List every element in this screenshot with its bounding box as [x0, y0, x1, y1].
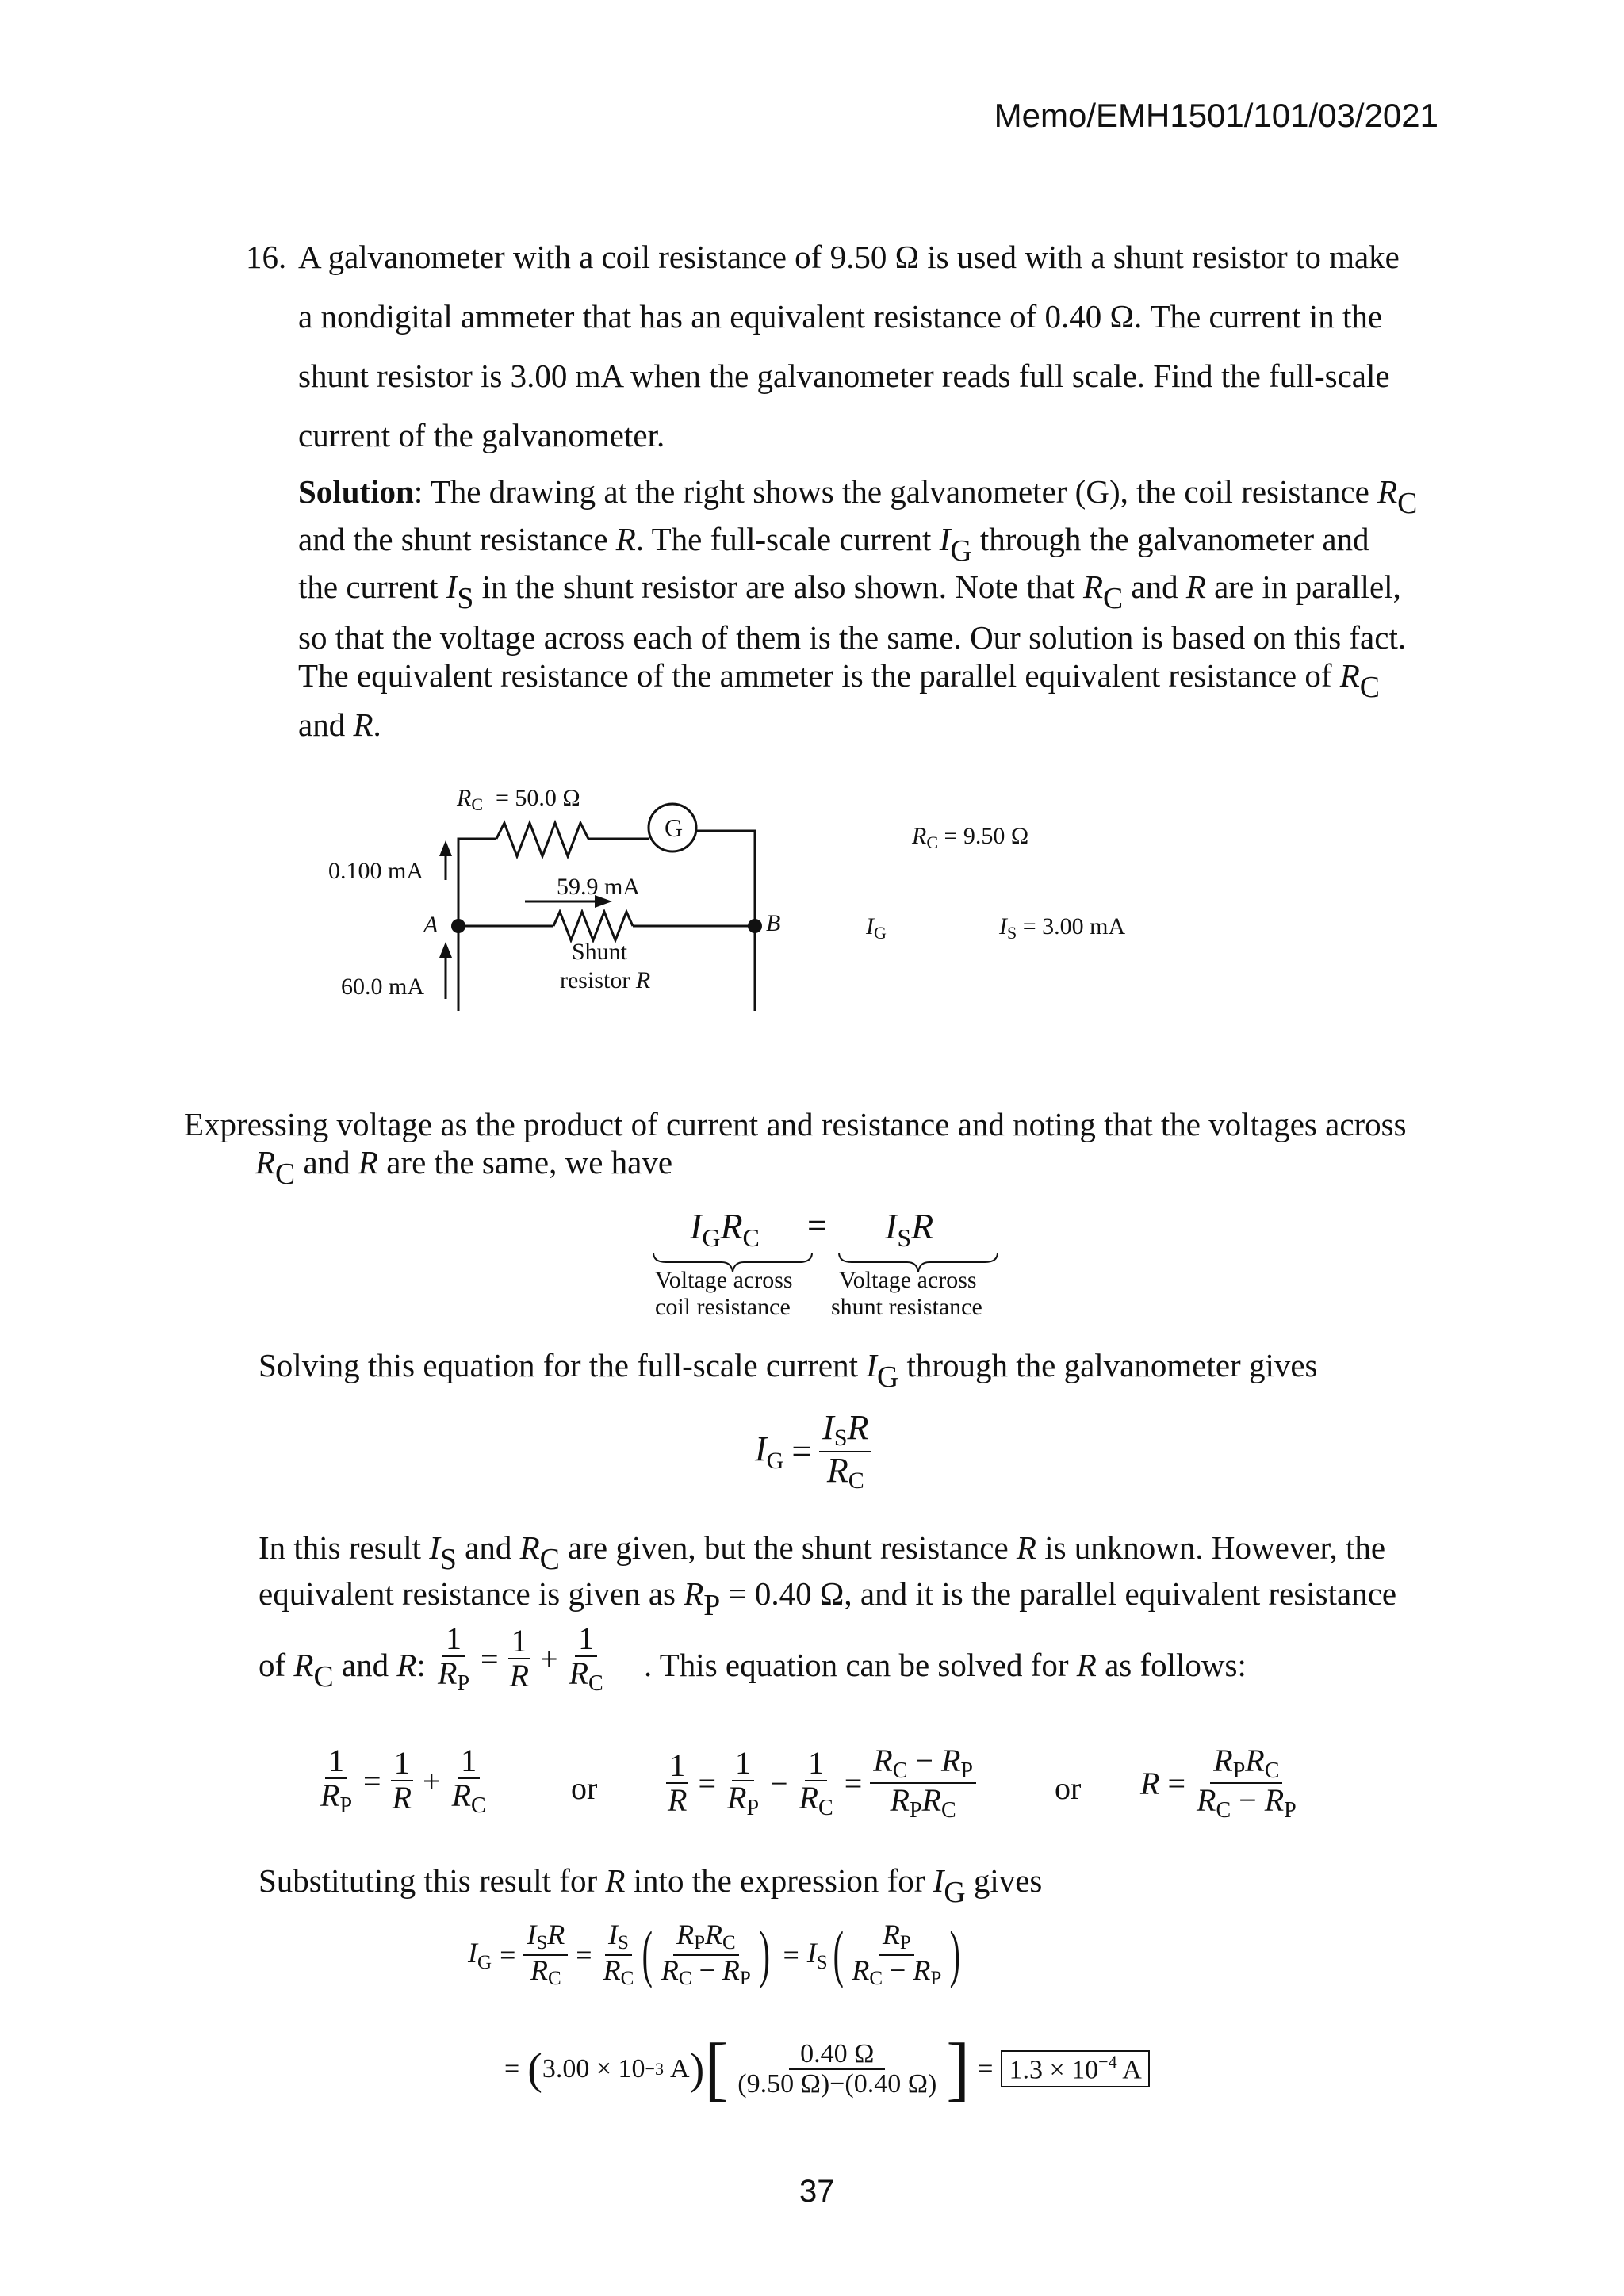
circuit-current-top: 0.100 mA [328, 858, 423, 884]
para5-line: Substituting this result for R into the expression for IG gives [259, 1862, 1043, 1910]
given-rc: $R_C = 9.50$ Ω [912, 823, 1029, 852]
arrow-up-bottom [439, 942, 452, 958]
para4-line-1: In this result IS and RC are given, but the shunt resistance R is unknown. However, the [259, 1529, 1386, 1577]
solution-line-3: the current IS in the shunt resistor are also shown. Note that RC and R are in parallel, [298, 568, 1401, 616]
para4-line-3-prefix: of RC and R: [259, 1647, 426, 1694]
solution-line-2: and the shunt resistance R. The full-scale current IG through the galvanometer and [298, 521, 1369, 568]
problem-number: 16. [246, 239, 287, 275]
circuit-diagram [317, 777, 1189, 1039]
circuit-current-shunt: 59.9 mA [557, 874, 640, 900]
solution-line-4: so that the voltage across each of them is the same. Our solution is based on this fact. [298, 619, 1407, 656]
arrow-up-top [439, 840, 452, 856]
eq-ig-rc: $I_GR_C$ [690, 1206, 760, 1252]
circuit-node-b: B [766, 910, 781, 936]
or-2: or [1055, 1770, 1082, 1806]
brace-caption-left-2: coil resistance [655, 1294, 791, 1320]
solution-line-6: and R. [298, 706, 381, 743]
node-a-dot [451, 919, 465, 933]
solution-line-5: The equivalent resistance of the ammeter is the parallel equivalent resistance of RC [298, 657, 1380, 705]
given-is: $I_S = 3.00$ mA [999, 913, 1126, 943]
eq-ig-solved: $I_G$ = $\frac{\text{ISR}}{RC}$ [755, 1410, 871, 1493]
brace-caption-left-1: Voltage across [655, 1267, 793, 1293]
page-header: Memo/EMH1501/101/03/2021 [994, 97, 1438, 134]
para3-line: Solving this equation for the full-scale current IG through the galvanometer gives [259, 1347, 1318, 1395]
eq-final: = ( 3.00 × 10 −3 A ) [ $\frac{0.40 \Omega}{(9.50 \Omega)-(0.40 \Omega)}$ ] = $1.3 \times 10^{-4}$ A [504, 2028, 1150, 2110]
problem-line-4: current of the galvanometer. [298, 417, 665, 453]
problem-line-3: shunt resistor is 3.00 mA when the galvanometer reads full scale. Find the full-scale [298, 358, 1390, 394]
para4-line-3-suffix: . This equation can be solved for R as follows: [644, 1647, 1247, 1683]
eq-equals: = [807, 1206, 827, 1245]
circuit-shunt-label-2: resistor R [560, 967, 651, 993]
circuit-g-label: G [665, 813, 684, 842]
para2-line-2: RC and R are the same, we have [255, 1144, 673, 1192]
solution-label: Solution [298, 473, 414, 510]
problem-line-1: A galvanometer with a coil resistance of 9.50 Ω is used with a shunt resistor to make [298, 239, 1400, 275]
eq-parallel-inline: $\frac{1}{R_P}$ = $\frac{1}{R}$ + $\frac{1}{R_C}$ [438, 1621, 603, 1696]
para2-line-1: Expressing voltage as the product of current and resistance and noting that the voltages across [184, 1106, 1407, 1142]
eq-row-1: $\frac{1}{R_P}$ = $\frac{1}{R}$ + $\frac{1}{R_C}$ [320, 1743, 486, 1818]
eq-row-2: $\frac{1}{R}$ = $\frac{1}{R_P}$ − $\frac{1}{R_C}$ = $\frac{R_C - R_P}{R_PR_C}$ [665, 1744, 976, 1823]
node-b-dot [748, 919, 762, 933]
problem-line-2: a nondigital ammeter that has an equivalent resistance of 0.40 Ω. The current in the [298, 298, 1383, 335]
circuit-rc-value-label: = 50.0 Ω [496, 785, 580, 811]
eq-row-3: R = $\frac{R_PR_C}{R_C - R_P}$ [1140, 1743, 1297, 1823]
given-ig-label: $I_G$ [866, 913, 887, 943]
circuit-node-a: A [423, 912, 439, 938]
solution-line-1: Solution: The drawing at the right shows the galvanometer (G), the coil resistance RC [298, 473, 1418, 521]
page-number: 37 [799, 2174, 835, 2209]
brace-caption-right-2: shunt resistance [831, 1294, 982, 1320]
circuit-current-bottom: 60.0 mA [341, 974, 424, 1000]
circuit-shunt-label-1: Shunt [572, 939, 628, 965]
para4-line-2: equivalent resistance is given as RP = 0.40 Ω, and it is the parallel equivalent resistance [259, 1575, 1397, 1623]
is-value: 3.00 × 10 [542, 2053, 645, 2084]
brace-caption-right-1: Voltage across [839, 1267, 977, 1293]
circuit-rc-symbol: $R_C$ [457, 785, 484, 814]
or-1: or [571, 1770, 598, 1806]
answer-box: $1.3 \times 10^{-4}$ A [1001, 2050, 1149, 2087]
eq-is-r: $I_SR$ [885, 1206, 934, 1252]
eq-substitution: $I_G$ = $\frac{\text{ISR}}{RC}$ = $\frac{IS}{RC}$ ( $\frac{\text{RPRC}}{RC - RP}$ ) = $I_S$ ( $\frac{RP}{RC - RP}$ ) [468, 1919, 961, 1989]
